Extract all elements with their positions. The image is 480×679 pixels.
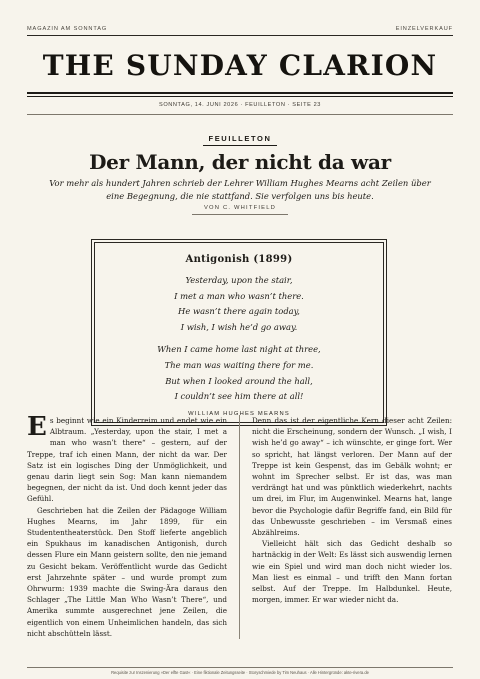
poem-line: Yesterday, upon the stair, xyxy=(185,275,293,285)
price-label: EINZELVERKAUF xyxy=(395,26,453,32)
masthead: THE SUNDAY CLARION xyxy=(42,49,438,82)
dateline: SONNTAG, 14. JUNI 2026 · FEUILLETON · SEITE 23 xyxy=(159,102,321,108)
dateline-rule xyxy=(27,114,453,115)
section-label: MAGAZIN AM SONNTAG xyxy=(27,26,108,32)
poem-box-inner xyxy=(94,242,384,423)
poem-box xyxy=(91,239,387,426)
byline-rule xyxy=(192,214,288,215)
kicker: FEUILLETON xyxy=(203,134,278,146)
headline: Der Mann, der nicht da war xyxy=(89,150,391,174)
deck: Vor mehr als hundert Jahren schrieb der Lehrer William Hughes Mearns acht Zeilen über eine Begegnung, die nie stattfand. Sie verfolgen uns bis heute. xyxy=(49,178,431,201)
poem-line: He wasn’t there again today, xyxy=(178,306,300,317)
poem-stanza-2 xyxy=(95,342,383,404)
top-bar xyxy=(27,26,453,36)
poem-title: Antigonish (1899) xyxy=(185,254,293,265)
poem-line: I wish, I wish he’d go away. xyxy=(180,321,298,332)
body-column-right xyxy=(252,415,452,639)
footer-credits: Requisite zur Inszenierung »Der elfte Gast« · Eine fiktionale Zeitungsseite · Storyschmiede by Tim Neuhaus · Alle Hintergründe: akte-rivera.de xyxy=(27,667,453,675)
drop-cap: E xyxy=(27,412,47,442)
poem-line: I met a man who wasn’t there. xyxy=(174,290,304,301)
poem-line: I couldn’t see him there at all! xyxy=(174,391,304,402)
kicker-wrap xyxy=(27,126,453,146)
body-paragraph: Geschrieben hat die Zeilen der Pädagoge William Hughes Mearns, im Jahr 1899, für ein Studententheaterstück. Den Stoff lieferte angeblich ein Spukhaus im kanadischen Antigonish, durch dessen Flure ein Mann geistern sollte, den nie jemand zu Gesicht bekam. Veröffentlicht wurde das Gedicht erst Jahrzehnte später – und wurde prompt zum Ohrwurm: 1939 machte die Swing-Ära daraus den Schlager „The Little Man Who Wasn’t There“, und Amerika summte ausgerechnet jene Zeilen, die eigentlich von einem Unheimlichen handeln, das sich nicht abschütteln lässt. xyxy=(27,505,227,638)
poem-stanza-1 xyxy=(95,273,383,335)
poem-line: When I came home last night at three, xyxy=(157,344,321,355)
body-column-left xyxy=(27,412,227,639)
byline: VON C. WHITFIELD xyxy=(203,205,277,211)
newspaper-page xyxy=(27,26,453,638)
body-paragraph xyxy=(27,412,227,505)
poem-line: But when I looked around the hall, xyxy=(165,375,313,386)
paragraph-text: s beginnt wie ein Kinderreim und endet wie ein Albtraum. „Yesterday, upon the stair, I met a man who wasn’t there“ – gestern, auf der Treppe, traf ich einen Mann, der nicht da war. Der Satz ist ein logisches Ding der Unmöglichkeit, und genau darin liegt sein Sog: Man kann niemandem begegnen, der nicht da ist. Und doch kennt jeder das Gefühl. xyxy=(27,416,227,504)
poem-author: WILLIAM HUGHES MEARNS xyxy=(188,410,290,417)
column-separator xyxy=(239,415,240,639)
body-paragraph: Vielleicht hält sich das Gedicht deshalb so hartnäckig in der Welt: Es lässt sich auswendig lernen wie ein Spiel und wird man doch nicht wieder los. Man liest es einmal – und trifft den Mann fortan selbst. Auf der Treppe. Im Halbdunkel. Heute, morgen, immer. Er war wieder nicht da. xyxy=(252,539,452,605)
body-paragraph: Denn das ist der eigentliche Kern dieser acht Zeilen: nicht die Erscheinung, sondern der Wunsch. „I wish, I wish he’d go away“ – ich wünschte, er ginge fort. Wer so spricht, hat längst verloren. Der Mann auf der Treppe ist kein Gespenst, das im Gebälk wohnt; er wohnt im Sprecher selbst. Er ist das, was man verdrängt hat und was pünktlich wiederkehrt, nachts um drei, im Flur, im Augenwinkel. Mearns hat, lange bevor die Psychologie dafür Begriffe fand, ein Bild für das Unbewusste geschrieben – im Versmaß eines Abzählreims. xyxy=(252,416,452,538)
masthead-rule xyxy=(27,92,453,97)
poem-line: The man was waiting there for me. xyxy=(164,359,314,370)
article-body xyxy=(27,412,453,639)
